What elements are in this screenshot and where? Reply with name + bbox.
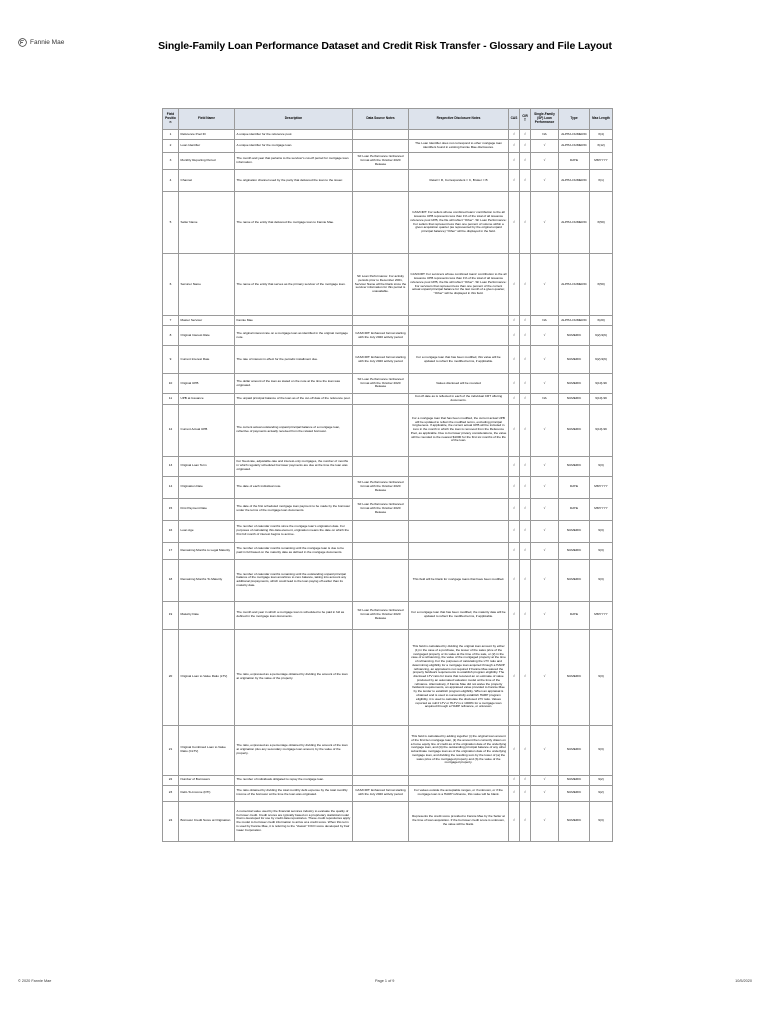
cell-type: NUMERIC	[559, 725, 590, 775]
cell-src	[353, 170, 409, 192]
cell-notes: This field will be blank for mortgage loans that have been modified.	[409, 559, 509, 601]
cell-src: SF Loan Performance: For activity periods prior to December 2001, Servicer Name will be blank since the servicer information for this period is unavailable.	[353, 254, 409, 316]
cell-type: DATE	[559, 476, 590, 498]
column-header: CIRT	[520, 109, 531, 130]
cell-type: NUMERIC	[559, 394, 590, 405]
cell-cas: √	[509, 559, 520, 601]
cell-sf: √	[531, 254, 559, 316]
cell-sf: √	[531, 775, 559, 785]
column-header: Description	[235, 109, 353, 130]
cell-cirt: √	[520, 394, 531, 405]
cell-desc: The date of each individual note.	[235, 476, 353, 498]
cell-cas: √	[509, 520, 520, 542]
cell-cirt: √	[520, 374, 531, 394]
cell-notes: Values disclosed will be rounded	[409, 374, 509, 394]
cell-type: NUMERIC	[559, 801, 590, 841]
table-row	[163, 498, 613, 520]
cell-sf: √	[531, 170, 559, 192]
page-title: Single-Family Loan Performance Dataset and Credit Risk Transfer - Glossary and File Layout	[158, 40, 612, 52]
cell-notes: For a mortgage loan that has been modified, this value will be updated to reflect the modified terms, if applicable.	[409, 346, 509, 374]
cell-type: DATE	[559, 601, 590, 629]
cell-cirt: √	[520, 601, 531, 629]
cell-cirt: √	[520, 725, 531, 775]
cell-desc: The ratio, expressed as a percentage obtained by dividing the amount of the loan at origination by the value of the property.	[235, 629, 353, 725]
cell-cirt: √	[520, 476, 531, 498]
cell-pos: 22	[163, 775, 179, 785]
cell-notes: CAS/CIRT: For servicers whose combined loans' contribution to the all issuance UPB represents less than 1% of the total of all issuance reference pool UPB, the file will reflect "Other". SF Loan Performance: For servicers that represent less than one percent of the current actual unpaid principal balance for the last month of a given quarter, "Other" will be displayed in this field.	[409, 254, 509, 316]
cell-pos: 19	[163, 601, 179, 629]
cell-cirt: √	[520, 629, 531, 725]
cell-src: SF Loan Performance: Enhanced format with the October 2020 Release	[353, 476, 409, 498]
cell-name: Loan Identifier	[179, 140, 235, 153]
cell-cas: √	[509, 629, 520, 725]
cell-sf: √	[531, 476, 559, 498]
cell-notes	[409, 456, 509, 476]
cell-name: Debt-To-Income (DTI)	[179, 785, 235, 801]
cell-cas: √	[509, 801, 520, 841]
cell-sf: NA	[531, 394, 559, 405]
cell-notes: Cut off date as is reflected in each of the individual CRT offering documents.	[409, 394, 509, 405]
cell-max: 9(3)	[590, 520, 613, 542]
table-row	[163, 394, 613, 405]
cell-desc: The date of the first scheduled mortgage loan payment to be made by the borrower under the terms of the mortgage loan documents.	[235, 498, 353, 520]
cell-cirt: √	[520, 192, 531, 254]
cell-cirt: √	[520, 801, 531, 841]
cell-type: NUMERIC	[559, 346, 590, 374]
cell-cas: √	[509, 404, 520, 456]
cell-name: Maturity Date	[179, 601, 235, 629]
column-header: Data Source Notes	[353, 109, 409, 130]
cell-notes	[409, 498, 509, 520]
cell-cas: √	[509, 153, 520, 170]
cell-max: 9(3)	[590, 725, 613, 775]
column-header: Single-Family (SF) Loan Performance	[531, 109, 559, 130]
cell-cas: √	[509, 326, 520, 346]
column-header: Type	[559, 109, 590, 130]
cell-pos: 12	[163, 404, 179, 456]
table-row	[163, 254, 613, 316]
cell-src: SF Loan Performance: Enhanced format with the October 2020 Release	[353, 498, 409, 520]
cell-type: NUMERIC	[559, 404, 590, 456]
cell-cas: √	[509, 542, 520, 559]
cell-max: MMYYYY	[590, 153, 613, 170]
cell-name: Master Servicer	[179, 316, 235, 326]
cell-cirt: √	[520, 785, 531, 801]
cell-notes	[409, 316, 509, 326]
table-row	[163, 559, 613, 601]
cell-name: Original Loan Term	[179, 456, 235, 476]
table-row	[163, 316, 613, 326]
cell-type: NUMERIC	[559, 559, 590, 601]
cell-desc: Fannie Mae	[235, 316, 353, 326]
cell-cas: √	[509, 346, 520, 374]
table-row	[163, 130, 613, 140]
table-row	[163, 456, 613, 476]
cell-cirt: √	[520, 153, 531, 170]
cell-max: 9(3)	[590, 456, 613, 476]
cell-cas: √	[509, 170, 520, 192]
cell-desc: The name of the entity that delivered the mortgage loan to Fannie Mae.	[235, 192, 353, 254]
cell-pos: 24	[163, 801, 179, 841]
cell-cirt: √	[520, 520, 531, 542]
table-row	[163, 629, 613, 725]
cell-max: X(20)	[590, 316, 613, 326]
column-header: Field Name	[179, 109, 235, 130]
cell-desc: The current actual outstanding unpaid principal balance of a mortgage loan, reflective of payments actually received from the related borrower.	[235, 404, 353, 456]
cell-max: 9(2)	[590, 785, 613, 801]
cell-notes: For a mortgage loan that has been modified, the maturity date will be updated to reflect the modified terms, if applicable.	[409, 601, 509, 629]
cell-cas: √	[509, 601, 520, 629]
cell-desc: The origination channel used by the party that delivered the loan to the issuer.	[235, 170, 353, 192]
table-row	[163, 725, 613, 775]
cell-name: Original UPB	[179, 374, 235, 394]
cell-name: Original Interest Rate	[179, 326, 235, 346]
cell-src	[353, 140, 409, 153]
cell-desc: The number of individuals obligated to repay the mortgage loan.	[235, 775, 353, 785]
cell-desc: The number of calendar months since the mortgage loan's origination date. For purposes of calculating this data element, origination means the date on which the first full month of interest begins to accrue.	[235, 520, 353, 542]
cell-cas: √	[509, 192, 520, 254]
cell-pos: 14	[163, 476, 179, 498]
cell-sf: √	[531, 559, 559, 601]
cell-cas: √	[509, 316, 520, 326]
cell-type: NUMERIC	[559, 629, 590, 725]
cell-src	[353, 130, 409, 140]
cell-desc: The original interest rate on a mortgage loan as identified in the original mortgage note.	[235, 326, 353, 346]
cell-cirt: √	[520, 456, 531, 476]
logo-text: Fannie Mae	[30, 39, 65, 46]
cell-sf: √	[531, 725, 559, 775]
cell-desc: The ratio, expressed as a percentage obtained by dividing the amount of the loan at origination plus any secondary mortgage loan amount, by the value of the property.	[235, 725, 353, 775]
cell-desc: The month and year in which a mortgage loan is scheduled to be paid in full as defined in the mortgage loan documents.	[235, 601, 353, 629]
table-row	[163, 542, 613, 559]
cell-max: MMYYYY	[590, 498, 613, 520]
cell-max: 9(10).99	[590, 394, 613, 405]
cell-cas: √	[509, 775, 520, 785]
footer-date: 10/5/2020	[735, 979, 752, 983]
cell-pos: 9	[163, 346, 179, 374]
cell-sf: √	[531, 456, 559, 476]
cell-src: CAS/CIRT: Enhanced format starting with the July 2020 activity period	[353, 785, 409, 801]
table-row	[163, 785, 613, 801]
cell-src	[353, 559, 409, 601]
cell-name: Monthly Reporting Period	[179, 153, 235, 170]
cell-pos: 20	[163, 629, 179, 725]
cell-src	[353, 520, 409, 542]
cell-sf: √	[531, 601, 559, 629]
cell-cirt: √	[520, 130, 531, 140]
cell-name: Channel	[179, 170, 235, 192]
cell-notes	[409, 775, 509, 785]
cell-src	[353, 542, 409, 559]
cell-type: ALPHA-NUMERIC	[559, 254, 590, 316]
cell-cas: √	[509, 456, 520, 476]
table-row	[163, 170, 613, 192]
cell-src: SF Loan Performance: Enhanced format with the October 2020 Release	[353, 153, 409, 170]
cell-name: Origination Date	[179, 476, 235, 498]
cell-name: First Payment Date	[179, 498, 235, 520]
cell-sf: √	[531, 542, 559, 559]
cell-sf: √	[531, 346, 559, 374]
cell-type: NUMERIC	[559, 456, 590, 476]
cell-cirt: √	[520, 346, 531, 374]
cell-pos: 7	[163, 316, 179, 326]
cell-notes: The Loan Identifier does not correspond to other mortgage loan identifiers found in existing Fannie Mae disclosures.	[409, 140, 509, 153]
cell-cas: √	[509, 254, 520, 316]
cell-pos: 18	[163, 559, 179, 601]
cell-pos: 10	[163, 374, 179, 394]
cell-max: 9(2).9(6)	[590, 346, 613, 374]
cell-pos: 4	[163, 170, 179, 192]
cell-name: Seller Name	[179, 192, 235, 254]
cell-max: 9(10).99	[590, 374, 613, 394]
cell-sf: √	[531, 140, 559, 153]
cell-cirt: √	[520, 559, 531, 601]
cell-cirt: √	[520, 542, 531, 559]
cell-max: X(4)	[590, 130, 613, 140]
cell-desc: The number of calendar months remaining until the outstanding unpaid principal balance of the mortgage loan amortizes to zero balance, taking into account any additional prepayments, which could lead to the loan paying off earlier than its maturity date.	[235, 559, 353, 601]
cell-pos: 1	[163, 130, 179, 140]
cell-cirt: √	[520, 140, 531, 153]
cell-notes	[409, 153, 509, 170]
cell-sf: √	[531, 374, 559, 394]
cell-cas: √	[509, 498, 520, 520]
footer-page-number: Page 1 of 9	[375, 979, 395, 983]
cell-sf: √	[531, 326, 559, 346]
table-row	[163, 192, 613, 254]
cell-pos: 13	[163, 456, 179, 476]
table-row	[163, 140, 613, 153]
cell-notes: Retail = R, Correspondent = C, Broker = B	[409, 170, 509, 192]
cell-notes	[409, 326, 509, 346]
cell-name: Original Loan to Value Ratio (LTV)	[179, 629, 235, 725]
cell-desc: The month and year that pertains to the servicer's cut-off period for mortgage loan information.	[235, 153, 353, 170]
cell-cirt: √	[520, 404, 531, 456]
cell-max: 9(10).99	[590, 404, 613, 456]
cell-src	[353, 775, 409, 785]
cell-src: SF Loan Performance: Enhanced format with the October 2020 Release	[353, 601, 409, 629]
cell-sf: NA	[531, 130, 559, 140]
cell-name: Remaining Months to Legal Maturity	[179, 542, 235, 559]
cell-max: 9(3)	[590, 542, 613, 559]
cell-src	[353, 801, 409, 841]
cell-name: UPB at Issuance	[179, 394, 235, 405]
cell-max: X(50)	[590, 192, 613, 254]
cell-pos: 3	[163, 153, 179, 170]
column-header: Field Position	[163, 109, 179, 130]
cell-notes: This field is calculated by dividing the original loan amount by either (1) in the case of a purchase, the lesser of the sales price of the mortgaged property or its value at the time of the sale, or (2) in the case of a refinancing, the value of the mortgaged property at the time of refinancing. For the purposes of calculating the LTV ratio and determining eligibility for a mortgage loan acquired through a HARP refinancing, an appraisal is not required if Fannie Mae waived the property fieldwork requirements to establish program eligibility. The disclosed LTV ratio for loans that received an on estimate of value produced by an automated valuation model at the time of the refinance. Alternatively, if Fannie Mae did not waive the property fieldwork requirements, an appraised value provided to Fannie Mae by the lender to establish program eligibility. When an appraisal is obtained and is used to successfully establish HARP program eligibility, it is used to calculate the disclosed LTV ratio. Values reported as null if LTV or HLTV is ≥ 1000% for a mortgage loan acquired through a HARP refinance, or unknown.	[409, 629, 509, 725]
cell-desc: A numerical value used by the financial services industry to evaluate the quality of borrower credit. Credit scores are typically based on a proprietary statistical model that is developed for use by credit data repositories. These credit repositories apply the model to borrower credit information to arrive at a credit score. When this term is used by Fannie Mae, it is referring to the "classic" FICO score developed by Fair Isaac Corporation.	[235, 801, 353, 841]
cell-src	[353, 316, 409, 326]
cell-max: 9(3)	[590, 801, 613, 841]
cell-name: Borrower Credit Score at Origination	[179, 801, 235, 841]
cell-type: ALPHA-NUMERIC	[559, 192, 590, 254]
cell-type: NUMERIC	[559, 520, 590, 542]
cell-sf: √	[531, 153, 559, 170]
table-row	[163, 520, 613, 542]
cell-max: X(1)	[590, 170, 613, 192]
cell-cirt: √	[520, 326, 531, 346]
cell-notes	[409, 130, 509, 140]
cell-notes	[409, 476, 509, 498]
cell-type: NUMERIC	[559, 374, 590, 394]
cell-desc: The rate of interest in effect for the periodic installment due.	[235, 346, 353, 374]
cell-notes	[409, 542, 509, 559]
table-row	[163, 326, 613, 346]
cell-max: MMYYYY	[590, 601, 613, 629]
cell-src	[353, 404, 409, 456]
cell-type: ALPHA-NUMERIC	[559, 170, 590, 192]
cell-desc: The unpaid principal balance of the loan as of the cut-off date of the reference pool.	[235, 394, 353, 405]
cell-type: ALPHA-NUMERIC	[559, 140, 590, 153]
cell-name: Current Interest Rate	[179, 346, 235, 374]
cell-cas: √	[509, 374, 520, 394]
cell-sf: √	[531, 192, 559, 254]
cell-pos: 6	[163, 254, 179, 316]
cell-sf: √	[531, 404, 559, 456]
cell-name: Number of Borrowers	[179, 775, 235, 785]
cell-notes: For values outside the acceptable ranges, or if unknown, or if the mortgage loan is a HARP refinance, this value will be blank.	[409, 785, 509, 801]
cell-notes: This field is calculated by adding together (i) the original loan amount of the first lien mortgage loan, (ii) the amount then currently drawn on a home equity line of credit as of the origination date of the underlying mortgage loan, and (iii) the outstanding principal balance of any other subordinate mortgage loan as of the origination date of the underlying mortgage loan, and dividing the resulting sum by the lower of (a) the sales price of the mortgaged property and (b) the value of the mortgaged property.	[409, 725, 509, 775]
cell-max: 9(3)	[590, 629, 613, 725]
cell-desc: A unique identifier for the mortgage loan.	[235, 140, 353, 153]
cell-cirt: √	[520, 316, 531, 326]
cell-type: NUMERIC	[559, 542, 590, 559]
table-row	[163, 374, 613, 394]
cell-max: 9(2)	[590, 775, 613, 785]
cell-type: DATE	[559, 153, 590, 170]
table-row	[163, 801, 613, 841]
cell-pos: 11	[163, 394, 179, 405]
cell-name: Original Combined Loan to Value Ratio (CLTV)	[179, 725, 235, 775]
cell-pos: 8	[163, 326, 179, 346]
cell-desc: The ratio obtained by dividing the total monthly debt expense by the total monthly income of the borrower at the time the loan was originated.	[235, 785, 353, 801]
cell-src	[353, 629, 409, 725]
cell-sf: NA	[531, 316, 559, 326]
cell-sf: √	[531, 785, 559, 801]
table-row	[163, 601, 613, 629]
table-row	[163, 404, 613, 456]
cell-cirt: √	[520, 498, 531, 520]
cell-name: Current Actual UPB	[179, 404, 235, 456]
footer-copyright: © 2020 Fannie Mae	[18, 979, 52, 983]
cell-pos: 2	[163, 140, 179, 153]
cell-max: X(12)	[590, 140, 613, 153]
cell-max: 9(2).9(6)	[590, 326, 613, 346]
cell-type: NUMERIC	[559, 326, 590, 346]
cell-max: X(50)	[590, 254, 613, 316]
glossary-table-container	[162, 108, 612, 842]
cell-cas: √	[509, 725, 520, 775]
cell-name: Loan Age	[179, 520, 235, 542]
cell-src: SF Loan Performance: Enhanced format with the October 2020 Release	[353, 374, 409, 394]
column-header: CAS	[509, 109, 520, 130]
cell-cirt: √	[520, 775, 531, 785]
cell-src: CAS/CIRT: Enhanced format starting with the July 2020 activity period	[353, 346, 409, 374]
cell-name: Remaining Months To Maturity	[179, 559, 235, 601]
cell-src	[353, 725, 409, 775]
cell-cas: √	[509, 394, 520, 405]
table-row	[163, 775, 613, 785]
cell-src	[353, 456, 409, 476]
glossary-table	[162, 108, 613, 842]
column-header: Max Length	[590, 109, 613, 130]
cell-pos: 21	[163, 725, 179, 775]
cell-notes	[409, 520, 509, 542]
cell-desc: The name of the entity that serves as the primary servicer of the mortgage loan.	[235, 254, 353, 316]
cell-src	[353, 192, 409, 254]
table-header-row	[163, 109, 613, 130]
cell-sf: √	[531, 520, 559, 542]
cell-cas: √	[509, 140, 520, 153]
table-row	[163, 476, 613, 498]
cell-type: DATE	[559, 498, 590, 520]
cell-name: Servicer Name	[179, 254, 235, 316]
table-body	[163, 130, 613, 842]
cell-name: Reference Pool ID	[179, 130, 235, 140]
cell-desc: For fixed-rate, adjustable-rate and interest-only mortgages, the number of months in which regularly scheduled borrower payments are due at the time the loan was originated.	[235, 456, 353, 476]
cell-notes: CAS/CIRT: For sellers whose combined loans' contribution to the all issuance UPB represents less than 1% of the total of all issuance reference pool UPB, the file will reflect "Other". SF Loan Performance: For sellers that represent less than one percent of volume within a given acquisition quarter (as represented by the original unpaid principal balance) "Other" will be displayed in the field.	[409, 192, 509, 254]
cell-notes: For a mortgage loan that has been modified, the current actual UPB will be updated to reflect the modified terms, excluding principal forgiveness. If applicable, the current actual UPB will be included in zero in the month in which the loan is removed from the Reference Pool, as applicable. Due to borrower privacy considerations, the value will be rounded to the nearest $1000 for the first six months of the life of the loan.	[409, 404, 509, 456]
cell-src: CAS/CIRT: Enhanced format starting with the July 2020 activity period	[353, 326, 409, 346]
cell-pos: 15	[163, 498, 179, 520]
cell-cirt: √	[520, 170, 531, 192]
cell-type: NUMERIC	[559, 775, 590, 785]
cell-cas: √	[509, 130, 520, 140]
table-row	[163, 153, 613, 170]
cell-sf: √	[531, 629, 559, 725]
cell-type: ALPHA-NUMERIC	[559, 316, 590, 326]
cell-sf: √	[531, 498, 559, 520]
cell-desc: A unique identifier for the reference pool.	[235, 130, 353, 140]
column-header: Respective Disclosure Notes	[409, 109, 509, 130]
cell-desc: The dollar amount of the loan as stated on the note at the time the loan was originated.	[235, 374, 353, 394]
cell-sf: √	[531, 801, 559, 841]
table-row	[163, 346, 613, 374]
cell-pos: 16	[163, 520, 179, 542]
cell-cas: √	[509, 785, 520, 801]
cell-max: 9(3)	[590, 559, 613, 601]
cell-pos: 5	[163, 192, 179, 254]
cell-pos: 23	[163, 785, 179, 801]
cell-notes: Represents the credit score provided to Fannie Mae by the Seller at the time of loan acquisition. If the borrower credit score is unknown, the value will be blank.	[409, 801, 509, 841]
cell-cas: √	[509, 476, 520, 498]
cell-pos: 17	[163, 542, 179, 559]
cell-type: ALPHA-NUMERIC	[559, 130, 590, 140]
cell-max: MMYYYY	[590, 476, 613, 498]
cell-cirt: √	[520, 254, 531, 316]
cell-src	[353, 394, 409, 405]
cell-type: NUMERIC	[559, 785, 590, 801]
cell-desc: The number of calendar months remaining until the mortgage loan is due to be paid in full based on the maturity date as defined in the mortgage documents.	[235, 542, 353, 559]
